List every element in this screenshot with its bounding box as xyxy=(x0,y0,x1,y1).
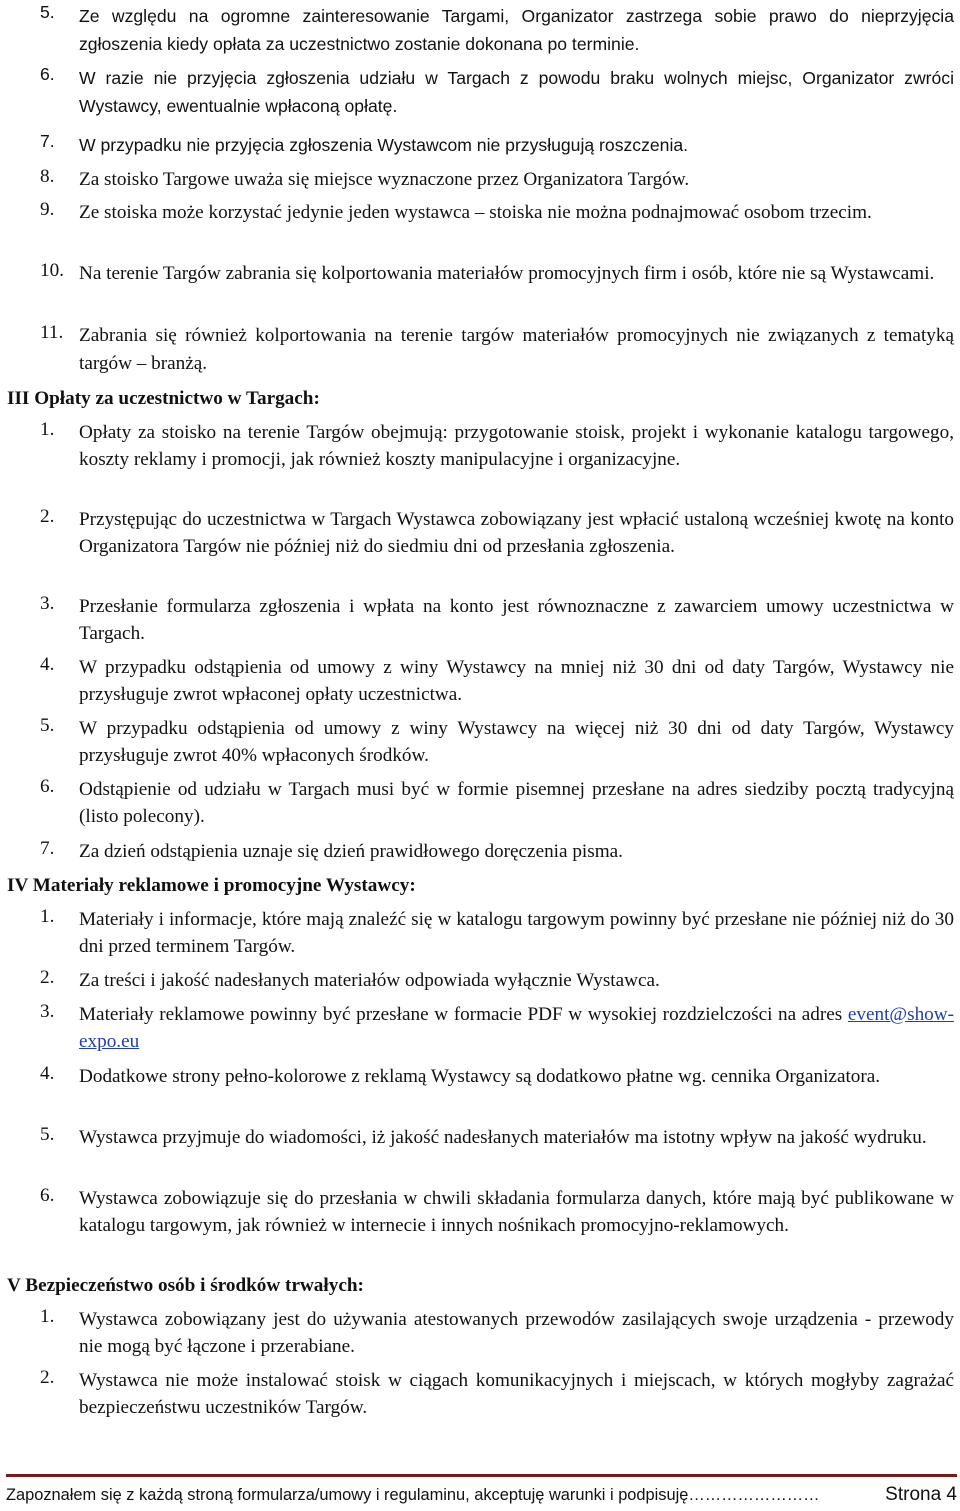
item-text: Za treści i jakość nadesłanych materiałów odpowiada wyłącznie Wystawca. xyxy=(79,970,660,991)
item-text: W przypadku odstąpienia od umowy z winy Wystawcy na mniej niż 30 dni od daty Targów, Wystawcy nie przysługuje zwrot wpłaconej opłaty uczestnictwa. xyxy=(79,657,954,705)
item-number: 2. xyxy=(40,506,55,527)
item-number: 11. xyxy=(40,322,64,343)
list-item xyxy=(0,62,960,120)
item-number: 4. xyxy=(40,1063,55,1084)
item-number: 2. xyxy=(40,1367,55,1388)
list-item xyxy=(0,322,960,378)
item-number: 9. xyxy=(40,199,55,220)
list-item xyxy=(0,838,960,866)
item-text: Odstąpienie od udziału w Targach musi być w formie pisemnej przesłane na adres siedziby pocztą tradycyjną (listo polecony). xyxy=(79,779,954,827)
section-heading: IV Materiały reklamowe i promocyjne Wystawcy: xyxy=(7,875,416,896)
item-text: Przystępując do uczestnictwa w Targach Wystawca zobowiązany jest wpłacić ustaloną wcześniej kwotę na konto Organizatora Targów nie później niż do siedmiu dni od przesłania zgłoszenia. xyxy=(79,509,954,557)
item-text: Wystawca zobowiązuje się do przesłania w chwili składania formularza danych, które mają być publikowane w katalogu targowym, jak również w internecie i innych nośnikach promocyjno-reklamowych. xyxy=(79,1188,954,1236)
item-text: Zabrania się również kolportowania na terenie targów materiałów promocyjnych nie związanych z tematyką targów – branżą. xyxy=(79,325,954,374)
footer-declaration: Zapoznałem się z każdą stroną formularza/umowy i regulaminu, akceptuję warunki i podpisuję…………………… xyxy=(6,1486,820,1504)
item-number: 6. xyxy=(40,776,55,797)
list-item xyxy=(0,166,960,194)
list-item xyxy=(0,131,960,159)
list-item xyxy=(0,1185,960,1269)
list-item xyxy=(0,1063,960,1119)
list-item xyxy=(0,419,960,503)
list-item xyxy=(0,1124,960,1180)
page-footer xyxy=(6,1484,957,1508)
item-number: 3. xyxy=(40,1001,55,1022)
item-text: W razie nie przyjęcia zgłoszenia udziału w Targach z powodu braku wolnych miejsc, Organizator zwróci Wystawcy, ewentualnie wpłaconą opłatę. xyxy=(79,68,954,116)
item-number: 3. xyxy=(40,593,55,614)
item-text: Wystawca nie może instalować stoisk w ciągach komunikacyjnych i miejscach, w których mogłyby zagrażać bezpieczeństwu uczestników Targów. xyxy=(79,1370,954,1418)
item-text xyxy=(79,1001,954,1055)
item-text: W przypadku odstąpienia od umowy z winy Wystawcy na więcej niż 30 dni od daty Targów, Wystawcy przysługuje zwrot 40% wpłaconych środków. xyxy=(79,718,954,766)
item-text-main: Materiały reklamowe powinny być przesłane w formacie PDF w wysokiej rozdzielczości na adres xyxy=(79,1004,848,1025)
item-text: Wystawca zobowiązany jest do używania atestowanych przewodów zasilających swoje urządzenia - przewody nie mogą być łączone i przerabiane. xyxy=(79,1309,954,1357)
list-item xyxy=(0,1001,960,1057)
item-number: 8. xyxy=(40,166,55,187)
item-number: 6. xyxy=(40,1185,55,1206)
list-item xyxy=(0,1306,960,1362)
section-heading: V Bezpieczeństwo osób i środków trwałych: xyxy=(7,1275,364,1296)
item-number: 7. xyxy=(40,131,55,151)
list-item xyxy=(0,199,960,255)
item-text: Materiały i informacje, które mają znaleźć się w katalogu targowym powinny być przesłane nie później niż do 30 dni przed terminem Targów. xyxy=(79,909,954,957)
item-number: 2. xyxy=(40,967,55,988)
item-text: Za dzień odstąpienia uznaje się dzień prawidłowego doręczenia pisma. xyxy=(79,841,623,862)
item-number: 5. xyxy=(40,2,55,22)
item-number: 1. xyxy=(40,1306,55,1327)
item-number: 10. xyxy=(40,260,64,281)
item-text: Ze względu na ogromne zainteresowanie Targami, Organizator zastrzega sobie prawo do nieprzyjęcia zgłoszenia kiedy opłata za uczestnictwo zostanie dokonana po terminie. xyxy=(79,6,954,54)
list-item xyxy=(0,715,960,771)
item-text: Opłaty za stoisko na terenie Targów obejmują: przygotowanie stoisk, projekt i wykonanie katalogu targowego, koszty reklamy i promocji, jak również koszty manipulacyjne i organizacyjne. xyxy=(79,422,954,470)
item-text: Za stoisko Targowe uważa się miejsce wyznaczone przez Organizatora Targów. xyxy=(79,169,690,190)
item-text: Wystawca przyjmuje do wiadomości, iż jakość nadesłanych materiałów ma istotny wpływ na jakość wydruku. xyxy=(79,1127,927,1148)
list-item xyxy=(0,0,960,58)
item-number: 5. xyxy=(40,1124,55,1145)
item-number: 7. xyxy=(40,838,55,859)
item-text: Na terenie Targów zabrania się kolportowania materiałów promocyjnych firm i osób, które nie są Wystawcami. xyxy=(79,263,935,284)
item-text: Ze stoiska może korzystać jedynie jeden wystawca – stoiska nie można podnajmować osobom trzecim. xyxy=(79,202,872,223)
list-item xyxy=(0,654,960,710)
section-heading: III Opłaty za uczestnictwo w Targach: xyxy=(7,388,320,409)
list-item xyxy=(0,593,960,649)
list-item xyxy=(0,506,960,590)
item-text: Przesłanie formularza zgłoszenia i wpłata na konto jest równoznaczne z zawarciem umowy uczestnictwa w Targach. xyxy=(79,596,954,644)
footer-rule xyxy=(6,1474,957,1477)
list-item xyxy=(0,776,960,832)
email-link[interactable]: event@show-expo.eu xyxy=(79,1004,954,1052)
item-text: Dodatkowe strony pełno-kolorowe z reklamą Wystawcy są dodatkowo płatne wg. cennika Organizatora. xyxy=(79,1066,881,1087)
item-number: 6. xyxy=(40,64,55,84)
item-number: 1. xyxy=(40,419,55,440)
page-number: Strona 4 xyxy=(885,1484,957,1505)
item-number: 4. xyxy=(40,654,55,675)
item-text: W przypadku nie przyjęcia zgłoszenia Wystawcom nie przysługują roszczenia. xyxy=(79,135,689,155)
list-item xyxy=(0,967,960,995)
list-item xyxy=(0,260,960,316)
item-number: 5. xyxy=(40,715,55,736)
item-number: 1. xyxy=(40,906,55,927)
list-item xyxy=(0,906,960,962)
list-item xyxy=(0,1367,960,1423)
